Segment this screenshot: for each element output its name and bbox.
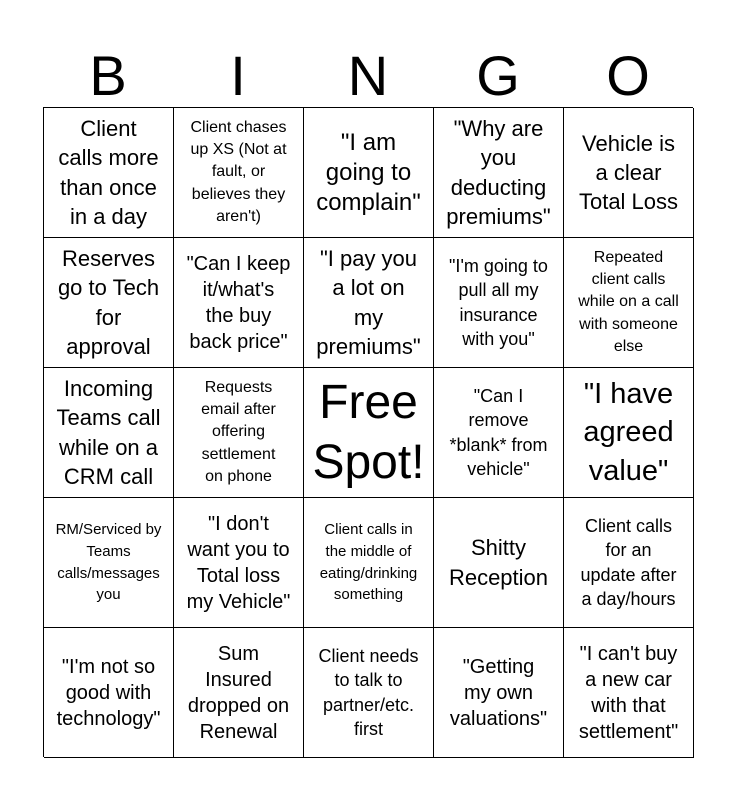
bingo-cell[interactable] bbox=[174, 368, 304, 498]
cell-text: Client calls more than once in a day bbox=[58, 116, 159, 229]
bingo-cell[interactable] bbox=[44, 628, 174, 758]
cell-text: Client chases up XS (Not at fault, or believes they aren't) bbox=[190, 118, 287, 226]
cell-text: "Can I remove *blank* from vehicle" bbox=[449, 385, 548, 479]
cell-text: "I have agreed value" bbox=[583, 377, 674, 487]
cell-text: Repeated client calls while on a call with someone else bbox=[578, 248, 679, 356]
bingo-cell[interactable] bbox=[44, 498, 174, 628]
bingo-cell[interactable] bbox=[434, 108, 564, 238]
bingo-cell[interactable] bbox=[434, 368, 564, 498]
cell-text: Requests email after offering settlement on phone bbox=[201, 378, 276, 486]
bingo-cell[interactable] bbox=[44, 238, 174, 368]
cell-text: Client needs to talk to partner/etc. first bbox=[318, 645, 419, 739]
cell-text: "I pay you a lot on my premiums" bbox=[316, 246, 421, 359]
bingo-cell[interactable] bbox=[174, 238, 304, 368]
bingo-cell[interactable] bbox=[174, 498, 304, 628]
cell-text: "I'm going to pull all my insurance with you" bbox=[449, 255, 548, 349]
header-letter-n: N bbox=[347, 44, 389, 107]
cell-text: "I can't buy a new car with that settlement" bbox=[578, 642, 679, 743]
cell-text: "I am going to complain" bbox=[316, 128, 421, 216]
bingo-cell[interactable] bbox=[434, 498, 564, 628]
header-letter-i: I bbox=[230, 44, 246, 107]
cell-text: Client calls for an update after a day/hours bbox=[580, 515, 677, 609]
cell-text: Vehicle is a clear Total Loss bbox=[578, 130, 679, 215]
header-letter-o: O bbox=[606, 44, 650, 107]
cell-text: "Getting my own valuations" bbox=[449, 655, 548, 730]
bingo-cell[interactable] bbox=[304, 238, 434, 368]
cell-text: Reserves go to Tech for approval bbox=[57, 246, 160, 359]
bingo-cell[interactable] bbox=[564, 238, 694, 368]
bingo-cell[interactable] bbox=[304, 108, 434, 238]
bingo-header bbox=[43, 45, 693, 107]
bingo-cell[interactable] bbox=[304, 498, 434, 628]
cell-text: "I don't want you to Total loss my Vehicle" bbox=[186, 512, 291, 613]
free-spot-cell[interactable] bbox=[304, 368, 434, 498]
free-spot-text: Free Spot! bbox=[312, 375, 425, 489]
header-letter-b: B bbox=[89, 44, 127, 107]
cell-text: RM/Serviced by Teams calls/messages you bbox=[55, 521, 162, 604]
cell-text: "I'm not so good with technology" bbox=[56, 655, 161, 730]
cell-text: Incoming Teams call while on a CRM call bbox=[56, 376, 161, 489]
header-letter-g: G bbox=[476, 44, 520, 107]
bingo-cell[interactable] bbox=[564, 628, 694, 758]
cell-text: Sum Insured dropped on Renewal bbox=[187, 642, 290, 743]
cell-text: Client calls in the middle of eating/drinking something bbox=[319, 521, 418, 604]
bingo-cell[interactable] bbox=[564, 368, 694, 498]
bingo-cell[interactable] bbox=[564, 108, 694, 238]
bingo-cell[interactable] bbox=[174, 628, 304, 758]
bingo-cell[interactable] bbox=[44, 368, 174, 498]
bingo-board bbox=[43, 107, 693, 757]
cell-text: "Why are you deducting premiums" bbox=[446, 116, 551, 229]
bingo-cell[interactable] bbox=[434, 238, 564, 368]
bingo-cell[interactable] bbox=[44, 108, 174, 238]
bingo-cell[interactable] bbox=[434, 628, 564, 758]
cell-text: Shitty Reception bbox=[448, 535, 549, 590]
bingo-cell[interactable] bbox=[304, 628, 434, 758]
bingo-cell[interactable] bbox=[564, 498, 694, 628]
cell-text: "Can I keep it/what's the buy back price" bbox=[186, 252, 291, 353]
bingo-cell[interactable] bbox=[174, 108, 304, 238]
